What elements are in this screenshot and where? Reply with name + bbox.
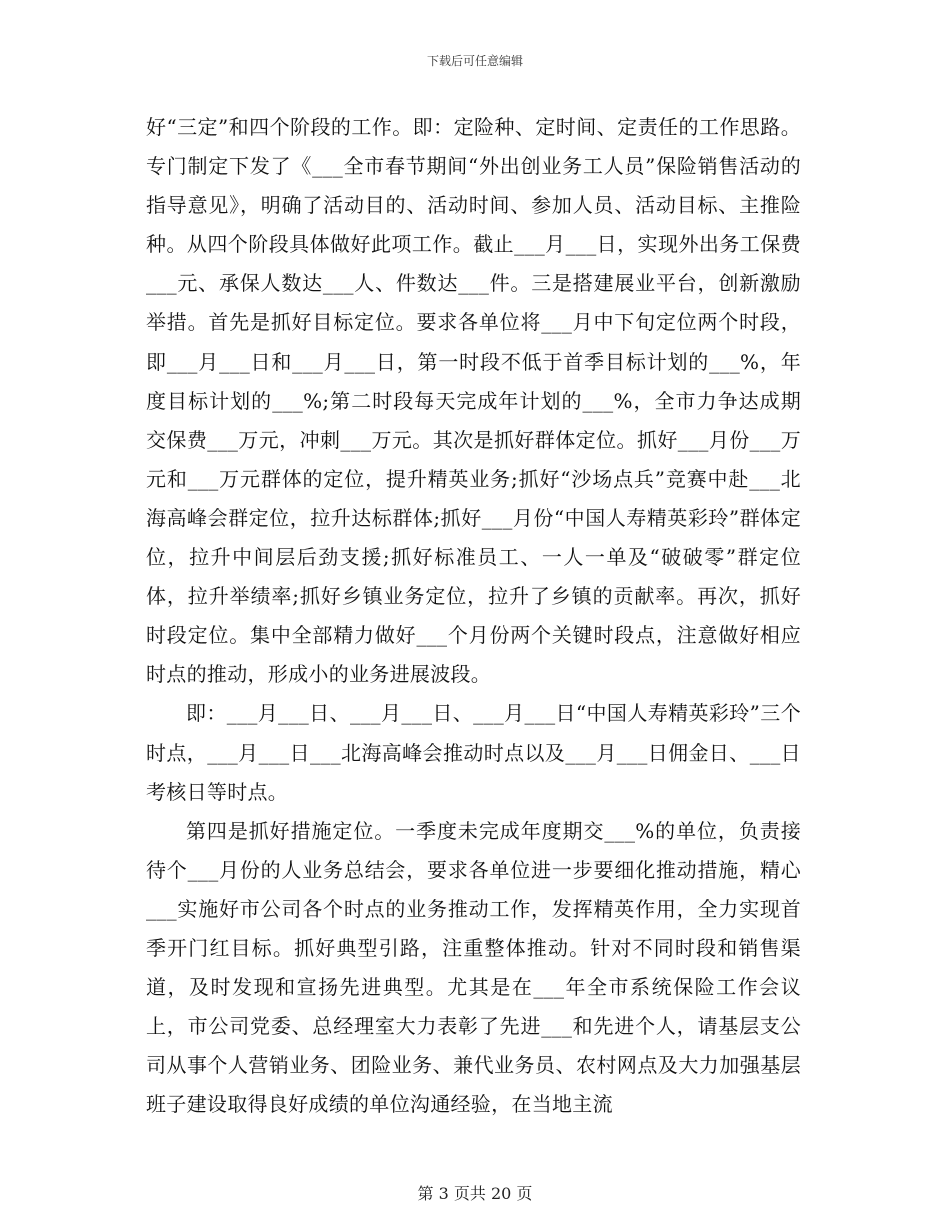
paragraph-3: 第四是抓好措施定位。一季度未完成年度期交___%的单位，负责接待个___月份的人业务总结会，要求各单位进一步要细化推动措施，精心___实施好市公司各个时点的业务推动工作，发挥精英作用，全力实现首季开门红目标。抓好典型引路，注重整体推动。针对不同时段和销售渠道，及时发现和宣扬先进典型。尤其是在___年全市系统保险工作会议上，市公司党委、总经理室大力表彰了先进___和先进个人，请基层支公司从事个人营销业务、团险业务、兼代业务员、农村网点及大力加强基层班子建设取得良好成绩的单位沟通经验，在当地主流 bbox=[146, 818, 801, 1117]
paragraph-1: 好“三定”和四个阶段的工作。即：定险种、定时间、定责任的工作思路。专门制定下发了《___全市春节期间“外出创业务工人员”保险销售活动的指导意见》，明确了活动目的、活动时间、参加人员、活动目标、主推险种。从四个阶段具体做好此项工作。截止___月___日，实现外出务工保费___元、承保人数达___人、件数达___件。三是搭建展业平台，创新激励举措。首先是抓好目标定位。要求各单位将___月中下旬定位两个时段，即___月___日和___月___日，第一时段不低于首季目标计划的___%，年度目标计划的___%;第二时段每天完成年计划的___%，全市力争达成期交保费___万元，冲刺___万元。其次是抓好群体定位。抓好___月份___万元和___万元群体的定位，提升精英业务;抓好“沙场点兵”竞赛中赴___北海高峰会群定位，拉升达标群体;抓好___月份“中国人寿精英彩玲”群体定位，拉升中间层后劲支援;抓好标准员工、一人一单及“破破零”群定位体，拉升举绩率;抓好乡镇业务定位，拉升了乡镇的贡献率。再次，抓好时段定位。集中全部精力做好___个月份两个关键时段点，注意做好相应时点的推动，形成小的业务进展波段。 bbox=[146, 115, 801, 687]
document-body bbox=[146, 108, 801, 1124]
page-header-note: 下载后可任意编辑 bbox=[426, 54, 523, 68]
paragraph-2: 即：___月___日、___月___日、___月___日“中国人寿精英彩玲”三个时点，___月___日___北海高峰会推动时点以及___月___日佣金日、___日考核日等时点。 bbox=[146, 701, 801, 804]
page-number: 第 3 页共 20 页 bbox=[417, 1184, 533, 1203]
